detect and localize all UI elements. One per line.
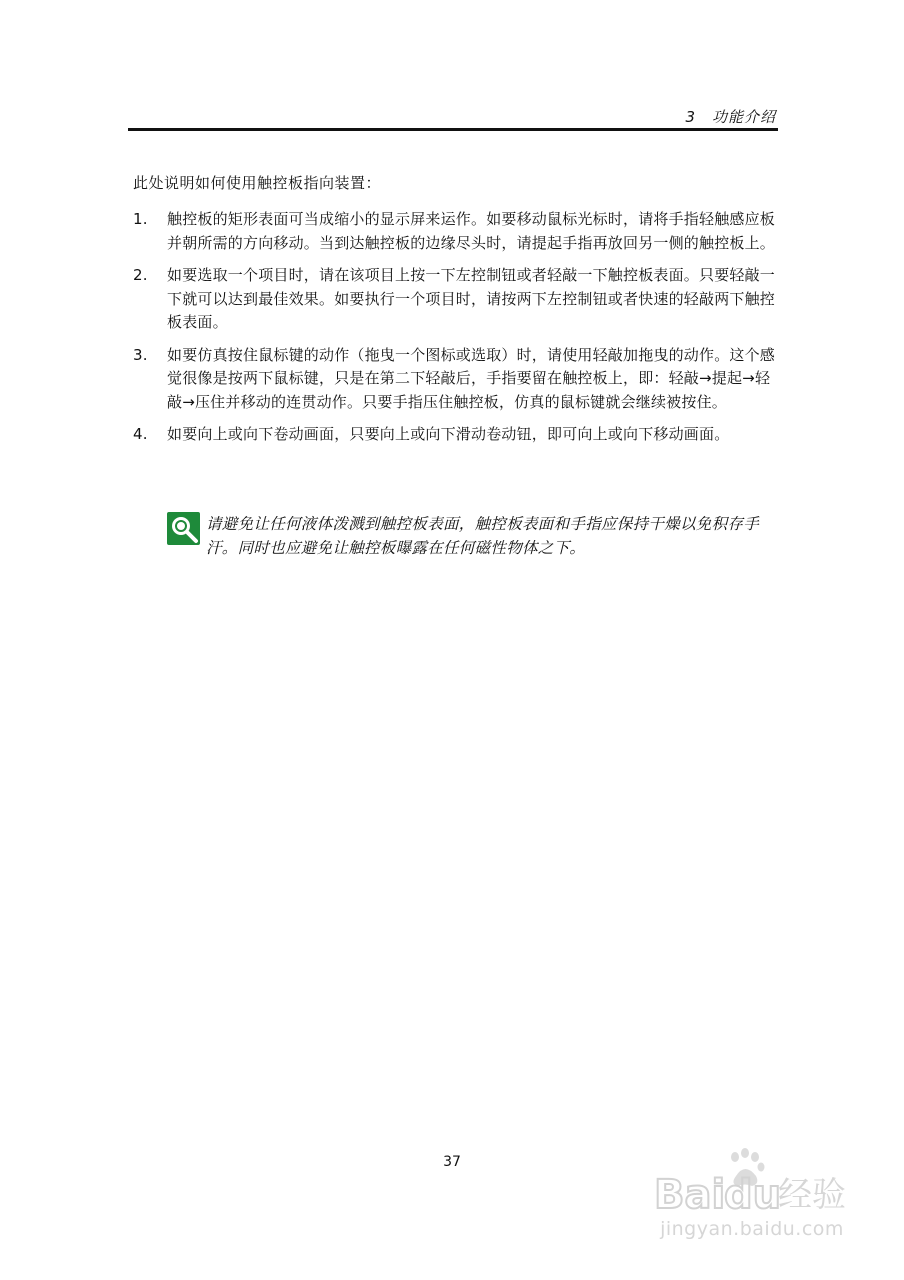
step-text: 如要仿真按住鼠标键的动作（拖曳一个图标或选取）时，请使用轻敲加拖曳的动作。这个感觉很像是按两下鼠标键，只是在第二下轻敲后，手指要留在触控板上，即：轻敲→提起→轻敲→压住并移动的连贯动作。只要手指压住触控板，仿真的鼠标键就会继续被按住。: [167, 345, 776, 411]
note-text: 请避免让任何液体泼溅到触控板表面，触控板表面和手指应保持干燥以免积存手汗。同时也应避免让触控板曝露在任何磁性物体之下。: [206, 515, 760, 557]
steps-list: [133, 208, 783, 456]
step-number: 2.: [133, 266, 148, 284]
step-number: 4.: [133, 425, 148, 443]
watermark-url: jingyan.baidu.com: [660, 1218, 844, 1240]
chapter-header: [685, 106, 776, 127]
chapter-title: 功能介绍: [711, 108, 776, 126]
baidu-watermark: [652, 1148, 852, 1248]
step-number: 1.: [133, 210, 148, 228]
step-number: 3.: [133, 345, 148, 364]
list-item: [133, 208, 783, 255]
baidu-jingyan-logo: [652, 1148, 852, 1216]
step-text: 如要向上或向下卷动画面，只要向上或向下滑动卷动钮，即可向上或向下移动画面。: [167, 425, 730, 443]
note-box: [167, 512, 787, 560]
svg-text:经验: 经验: [778, 1175, 846, 1215]
step-text: 触控板的矩形表面可当成缩小的显示屏来运作。如要移动鼠标光标时，请将手指轻触感应板并朝所需的方向移动。当到达触控板的边缘尽头时，请提起手指再放回另一侧的触控板上。: [167, 210, 776, 252]
header-rule: [128, 128, 778, 131]
svg-text:Bai: Bai: [654, 1172, 726, 1216]
intro-text: 此处说明如何使用触控板指向装置：: [133, 174, 382, 192]
chapter-number: 3: [685, 108, 696, 126]
page-number: 37: [443, 1154, 461, 1170]
list-item: [133, 264, 783, 335]
svg-text:du: du: [724, 1172, 782, 1216]
magnifier-note-icon: [167, 512, 200, 545]
step-text: 如要选取一个项目时，请在该项目上按一下左控制钮或者轻敲一下触控板表面。只要轻敲一下就可以达到最佳效果。如要执行一个项目时，请按两下左控制钮或者快速的轻敲两下触控板表面。: [167, 266, 776, 331]
list-item: [133, 423, 783, 447]
list-item: [133, 344, 783, 415]
